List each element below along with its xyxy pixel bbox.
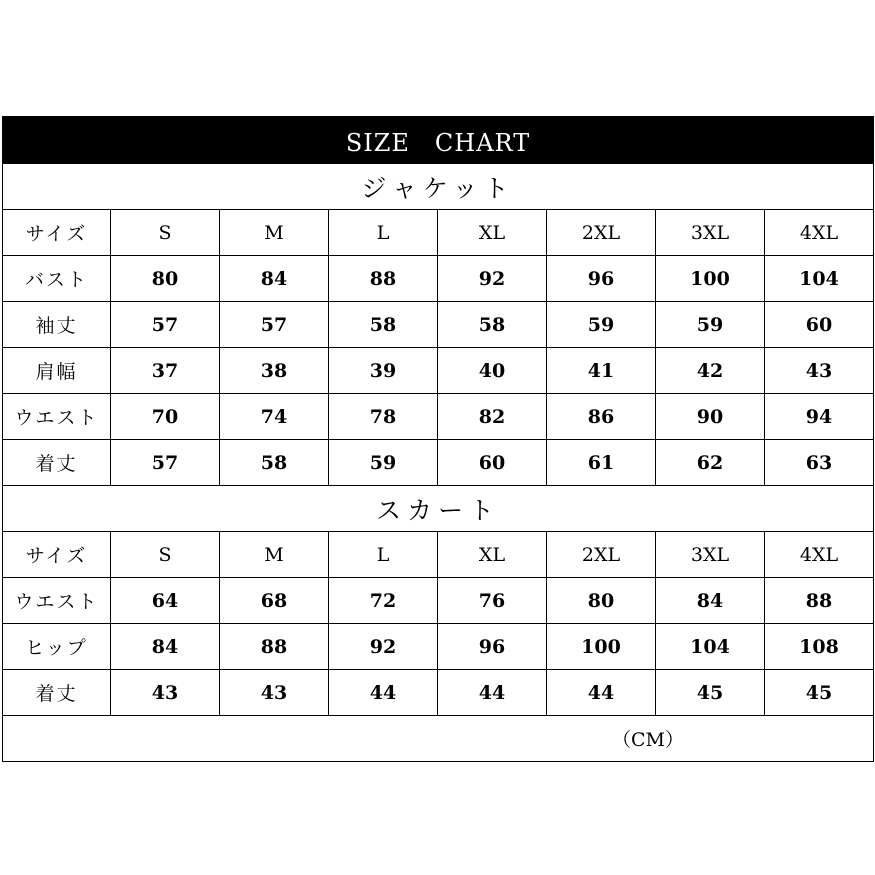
unit-cell bbox=[3, 716, 874, 762]
value-cell: 96 bbox=[438, 624, 547, 670]
value-cell: 44 bbox=[547, 670, 656, 716]
value-cell: 74 bbox=[220, 394, 329, 440]
value-cell: 58 bbox=[220, 440, 329, 486]
value-cell: 86 bbox=[547, 394, 656, 440]
skirt-row-length bbox=[3, 670, 874, 716]
value-cell: 42 bbox=[656, 348, 765, 394]
jacket-size-header-row bbox=[3, 210, 874, 256]
value-cell: 44 bbox=[438, 670, 547, 716]
value-cell: 59 bbox=[547, 302, 656, 348]
size-header-cell: 4XL bbox=[765, 210, 874, 256]
value-cell: 57 bbox=[220, 302, 329, 348]
value-cell: 43 bbox=[220, 670, 329, 716]
value-cell: 94 bbox=[765, 394, 874, 440]
row-label: ヒップ bbox=[3, 624, 111, 670]
value-cell: 96 bbox=[547, 256, 656, 302]
jacket-row-bust bbox=[3, 256, 874, 302]
value-cell: 68 bbox=[220, 578, 329, 624]
value-cell: 88 bbox=[765, 578, 874, 624]
value-cell: 88 bbox=[329, 256, 438, 302]
size-header-label: サイズ bbox=[3, 532, 111, 578]
size-header-cell: 2XL bbox=[547, 210, 656, 256]
jacket-row-waist bbox=[3, 394, 874, 440]
row-label: バスト bbox=[3, 256, 111, 302]
value-cell: 88 bbox=[220, 624, 329, 670]
jacket-row-shoulder bbox=[3, 348, 874, 394]
value-cell: 57 bbox=[111, 440, 220, 486]
size-header-cell: M bbox=[220, 532, 329, 578]
skirt-size-header-row bbox=[3, 532, 874, 578]
skirt-heading: スカート bbox=[3, 486, 874, 532]
size-header-cell: 2XL bbox=[547, 532, 656, 578]
unit-label: （CM） bbox=[612, 729, 685, 751]
size-header-cell: 3XL bbox=[656, 210, 765, 256]
value-cell: 108 bbox=[765, 624, 874, 670]
value-cell: 78 bbox=[329, 394, 438, 440]
value-cell: 100 bbox=[547, 624, 656, 670]
value-cell: 104 bbox=[765, 256, 874, 302]
value-cell: 92 bbox=[329, 624, 438, 670]
size-header-cell: S bbox=[111, 532, 220, 578]
value-cell: 84 bbox=[111, 624, 220, 670]
value-cell: 63 bbox=[765, 440, 874, 486]
size-header-cell: 3XL bbox=[656, 532, 765, 578]
jacket-heading: ジャケット bbox=[3, 164, 874, 210]
value-cell: 84 bbox=[656, 578, 765, 624]
skirt-row-waist bbox=[3, 578, 874, 624]
value-cell: 45 bbox=[765, 670, 874, 716]
value-cell: 43 bbox=[765, 348, 874, 394]
size-header-cell: XL bbox=[438, 532, 547, 578]
jacket-section-row bbox=[3, 164, 874, 210]
value-cell: 70 bbox=[111, 394, 220, 440]
size-header-cell: XL bbox=[438, 210, 547, 256]
value-cell: 90 bbox=[656, 394, 765, 440]
row-label: 着丈 bbox=[3, 670, 111, 716]
size-header-cell: L bbox=[329, 532, 438, 578]
value-cell: 80 bbox=[111, 256, 220, 302]
value-cell: 104 bbox=[656, 624, 765, 670]
value-cell: 60 bbox=[765, 302, 874, 348]
size-header-cell: 4XL bbox=[765, 532, 874, 578]
value-cell: 80 bbox=[547, 578, 656, 624]
row-label: 袖丈 bbox=[3, 302, 111, 348]
size-header-cell: M bbox=[220, 210, 329, 256]
value-cell: 45 bbox=[656, 670, 765, 716]
value-cell: 38 bbox=[220, 348, 329, 394]
value-cell: 62 bbox=[656, 440, 765, 486]
value-cell: 40 bbox=[438, 348, 547, 394]
value-cell: 58 bbox=[438, 302, 547, 348]
size-chart-table bbox=[2, 116, 874, 762]
size-header-cell: L bbox=[329, 210, 438, 256]
row-label: 着丈 bbox=[3, 440, 111, 486]
skirt-section-row bbox=[3, 486, 874, 532]
value-cell: 39 bbox=[329, 348, 438, 394]
jacket-row-length bbox=[3, 440, 874, 486]
value-cell: 72 bbox=[329, 578, 438, 624]
value-cell: 60 bbox=[438, 440, 547, 486]
skirt-row-hip bbox=[3, 624, 874, 670]
row-label: ウエスト bbox=[3, 394, 111, 440]
value-cell: 41 bbox=[547, 348, 656, 394]
value-cell: 59 bbox=[329, 440, 438, 486]
value-cell: 43 bbox=[111, 670, 220, 716]
value-cell: 57 bbox=[111, 302, 220, 348]
chart-title: SIZE CHART bbox=[3, 117, 874, 164]
size-header-label: サイズ bbox=[3, 210, 111, 256]
value-cell: 76 bbox=[438, 578, 547, 624]
row-label: 肩幅 bbox=[3, 348, 111, 394]
value-cell: 37 bbox=[111, 348, 220, 394]
value-cell: 44 bbox=[329, 670, 438, 716]
title-row bbox=[3, 117, 874, 164]
value-cell: 61 bbox=[547, 440, 656, 486]
value-cell: 82 bbox=[438, 394, 547, 440]
jacket-row-sleeve bbox=[3, 302, 874, 348]
value-cell: 84 bbox=[220, 256, 329, 302]
size-header-cell: S bbox=[111, 210, 220, 256]
value-cell: 59 bbox=[656, 302, 765, 348]
value-cell: 92 bbox=[438, 256, 547, 302]
value-cell: 100 bbox=[656, 256, 765, 302]
value-cell: 58 bbox=[329, 302, 438, 348]
value-cell: 64 bbox=[111, 578, 220, 624]
row-label: ウエスト bbox=[3, 578, 111, 624]
unit-row bbox=[3, 716, 874, 762]
